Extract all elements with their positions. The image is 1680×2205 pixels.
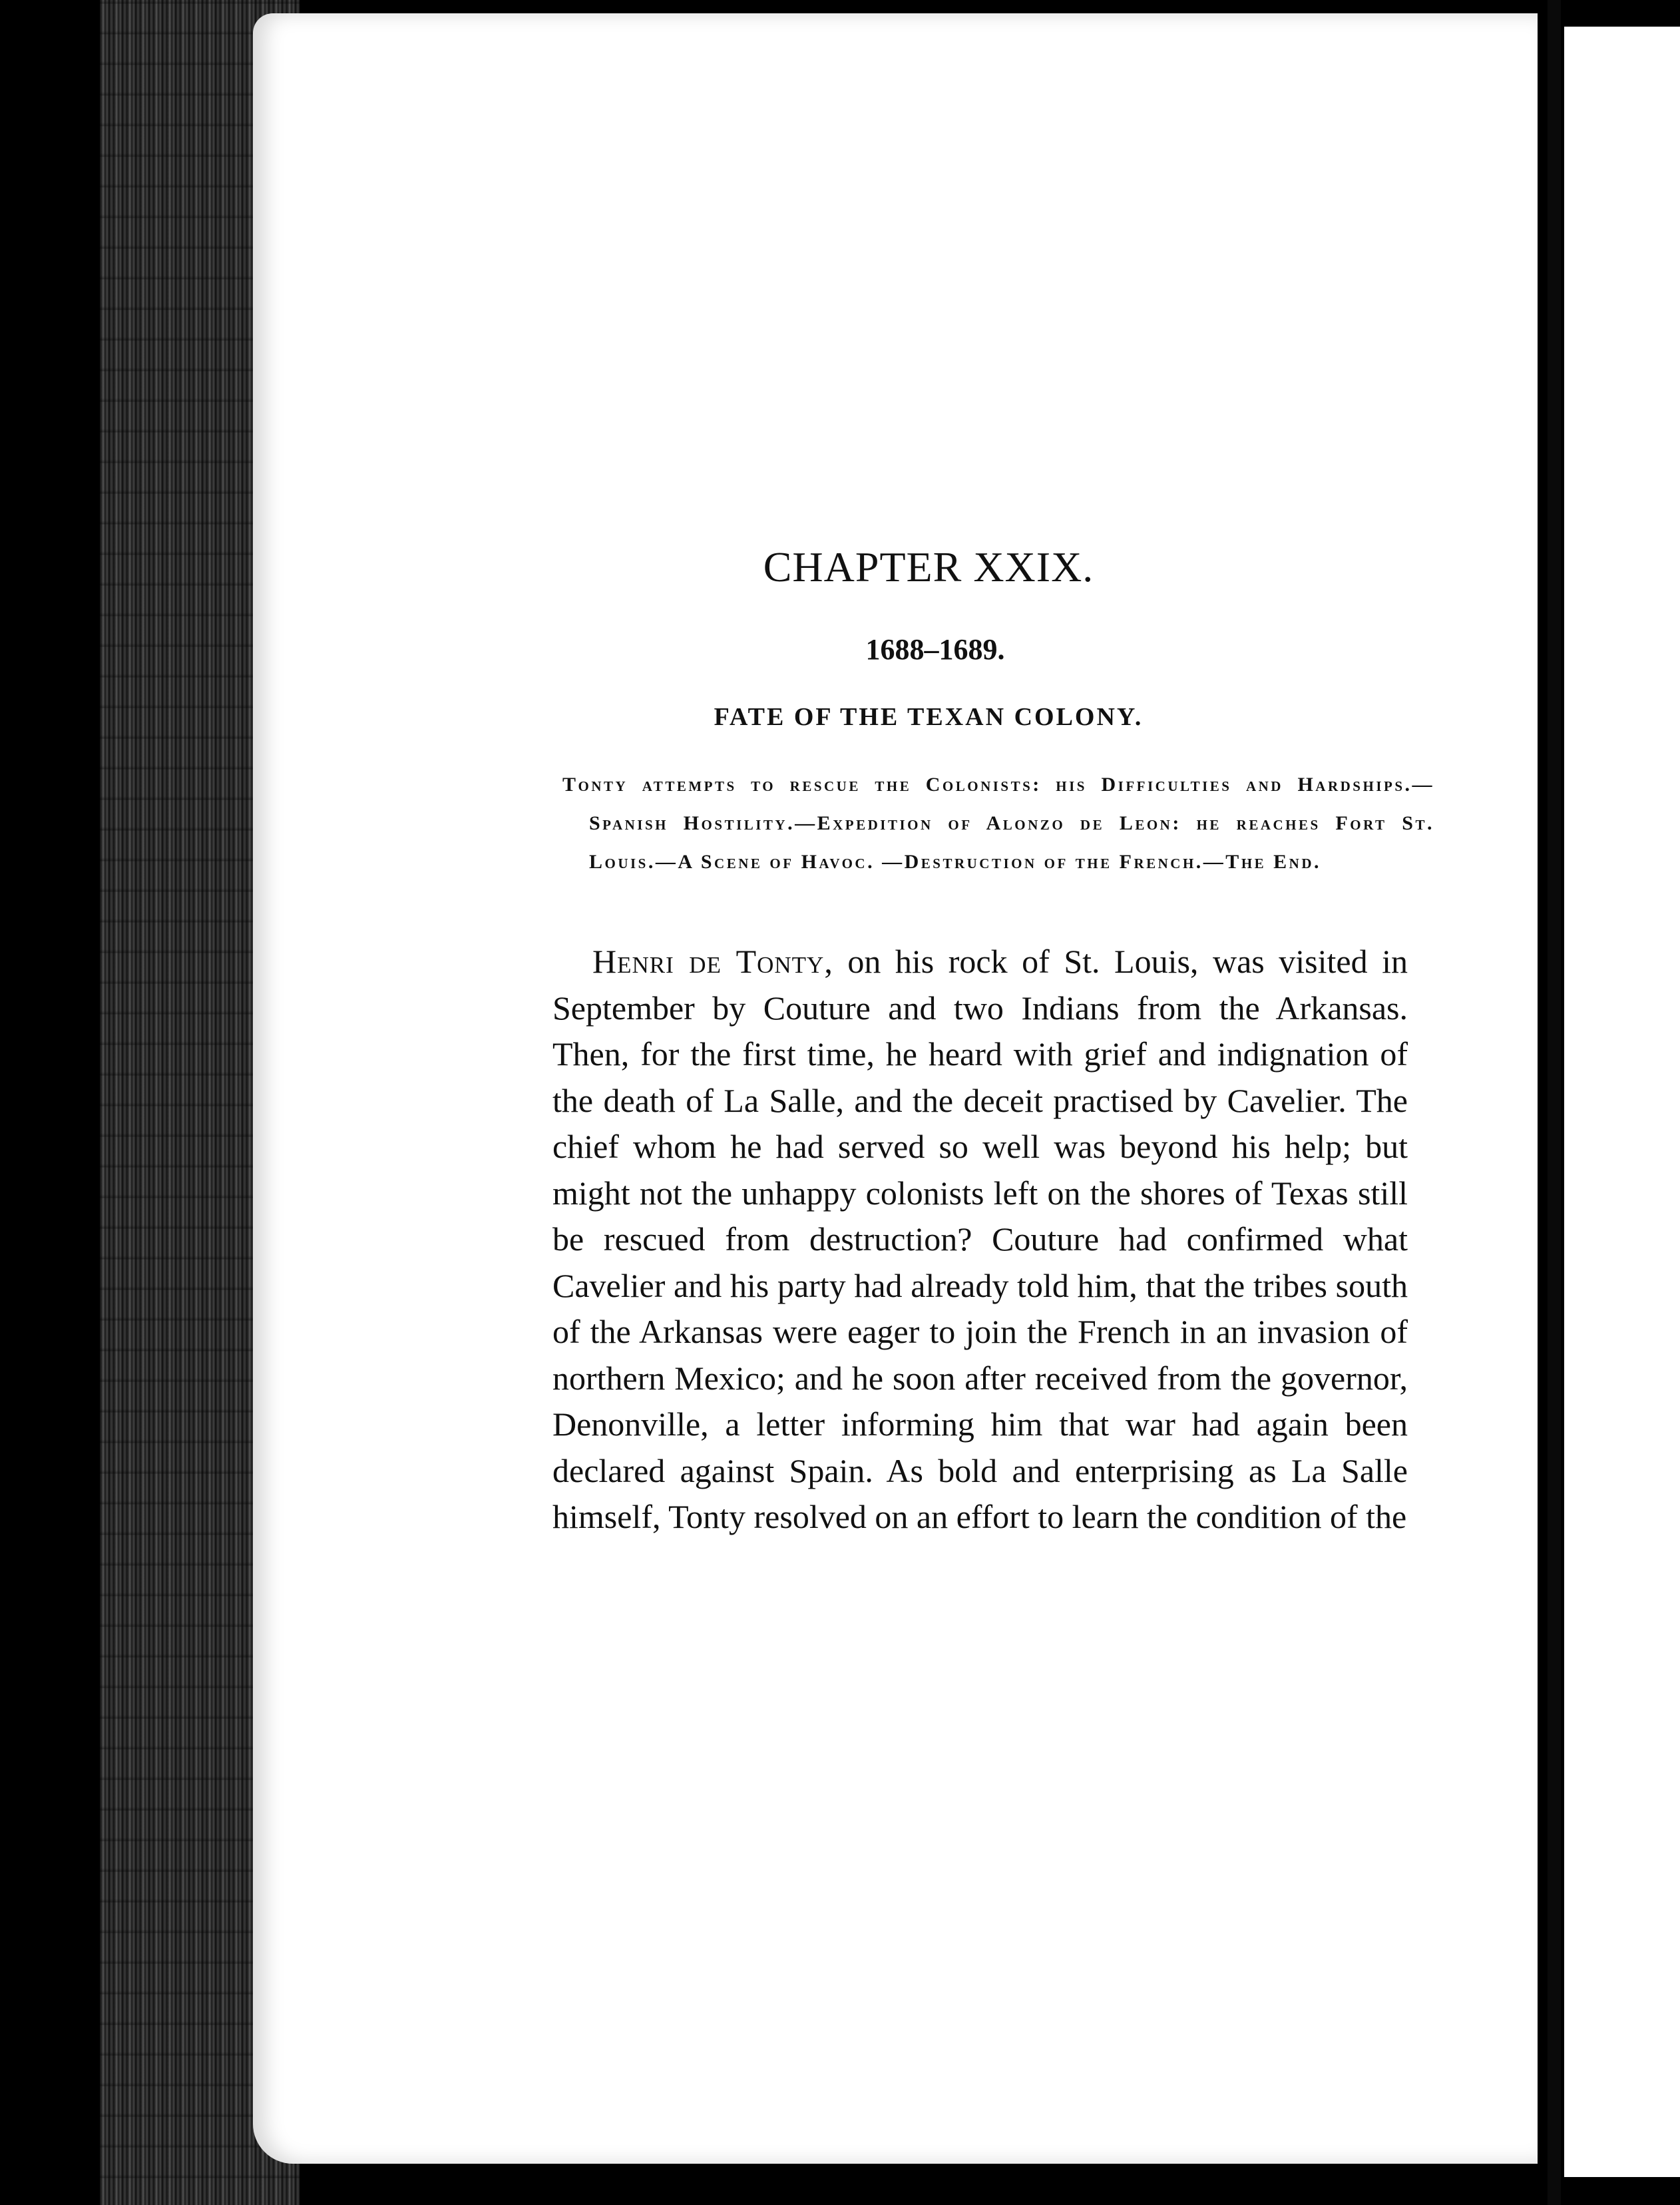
- paragraph-text: on his rock of St. Louis, was visited in September by Couture and two Indians from the Arkansas. Then, for the first time, he heard with grief and indignation of the death of La Salle, and the deceit practised by Cavelier. The chief whom he had served so well was beyond his help; but might not the unhappy colonists left on the shores of Texas still be rescued from destruction? Couture had confirmed what Cavelier and his party had already told him, that the tribes south of the Arkansas were eager to join the French in an invasion of northern Mexico; and he soon after received from the governor, Denonville, a letter informing him that war had again been declared against Spain. As bold and enterprising as La Salle himself, Tonty resolved on an effort to learn the condition of the: [552, 943, 1408, 1535]
- chapter-title: CHAPTER XXIX.: [763, 543, 1094, 591]
- facing-page-edge: [1564, 27, 1680, 2177]
- paragraph-lead-words: Henri de Tonty,: [592, 943, 833, 980]
- chapter-synopsis: Tonty attempts to rescue the Colonists: his Difficulties and Hardships.—Spanish Hostility.—Expedition of Alonzo de Leon: he reaches Fort St. Louis.—A Scene of Havoc. —Destruction of the French.—The End.: [562, 774, 1434, 873]
- chapter-dates: 1688–1689.: [865, 633, 1005, 666]
- chapter-subtitle: FATE OF THE TEXAN COLONY.: [714, 703, 1144, 731]
- body-paragraph: [552, 939, 1408, 1541]
- page-gutter: [1548, 0, 1561, 2205]
